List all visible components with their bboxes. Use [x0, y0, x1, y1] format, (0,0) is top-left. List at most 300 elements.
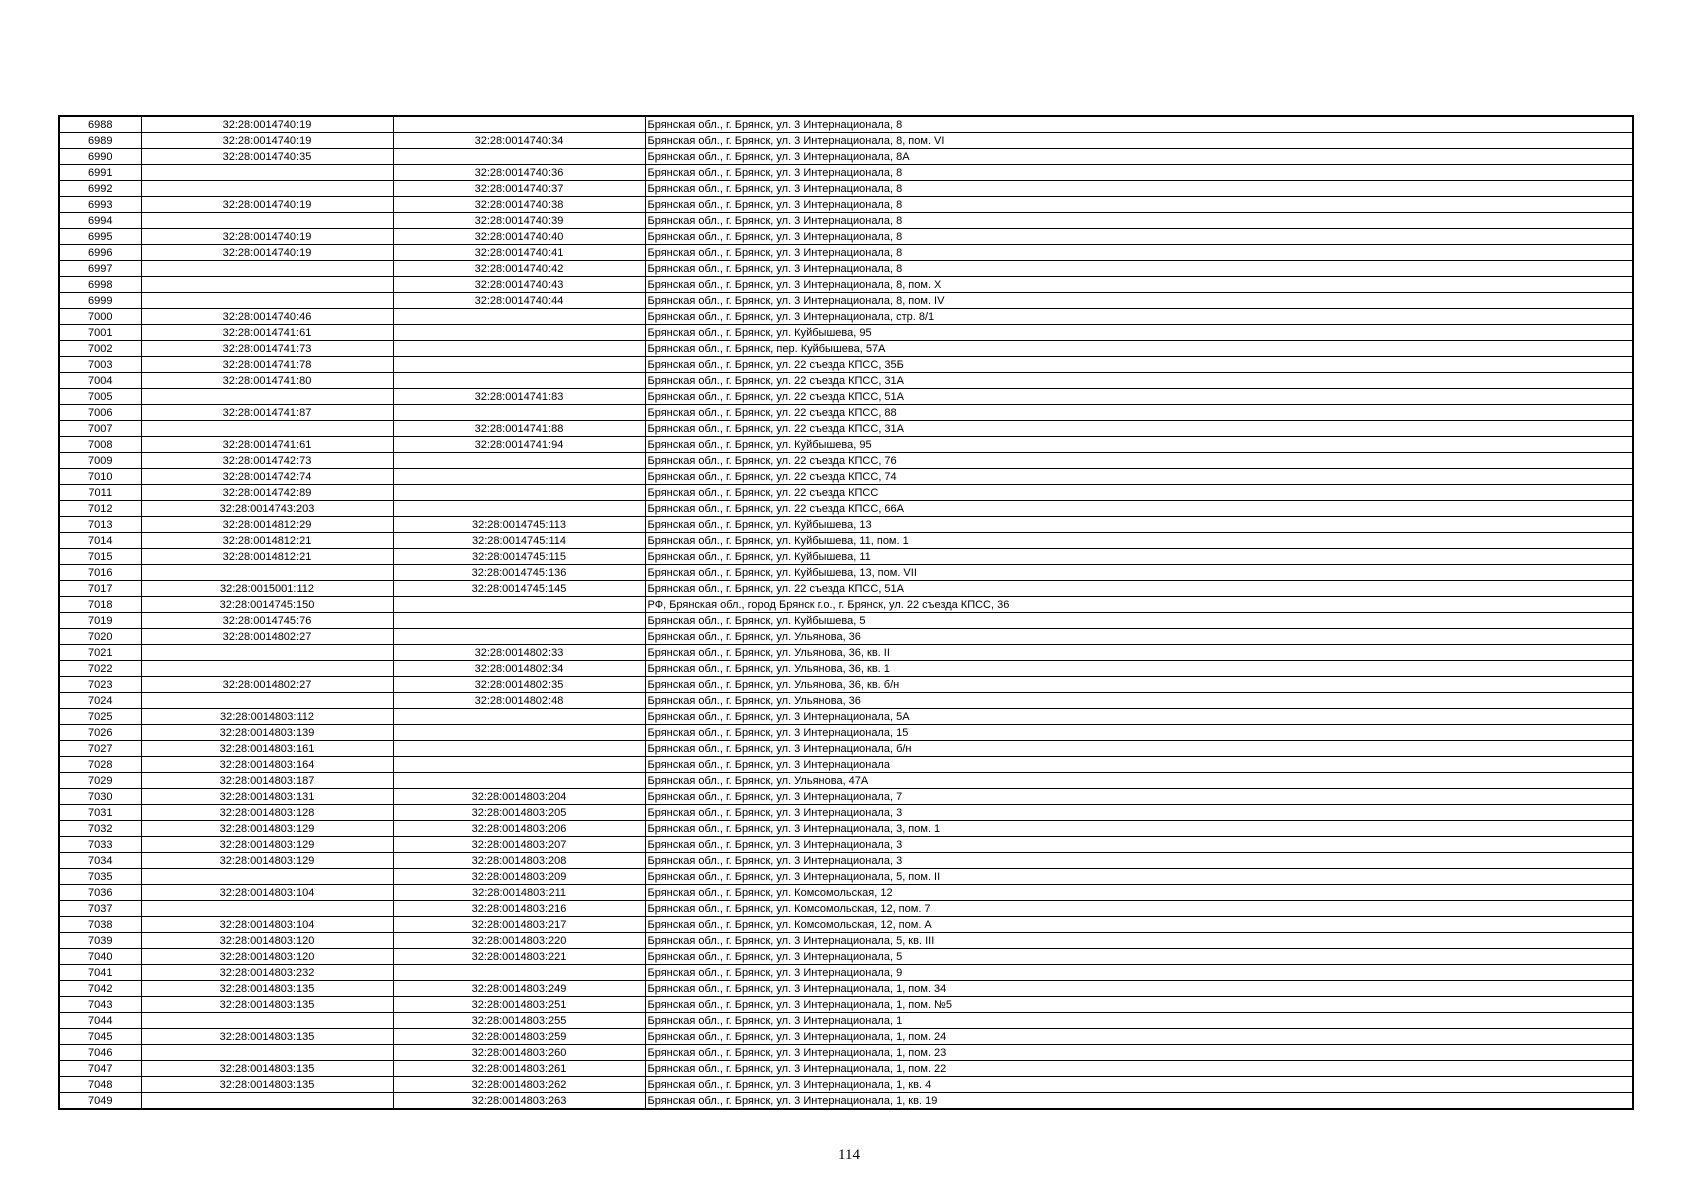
object-cadastral-cell: 32:28:0014745:145: [393, 581, 645, 597]
row-number-cell: 7000: [59, 309, 141, 325]
row-number-cell: 7033: [59, 837, 141, 853]
parcel-cadastral-cell: 32:28:0014803:135: [141, 1077, 393, 1093]
table-row: [59, 1061, 1633, 1077]
parcel-cadastral-cell: [141, 1045, 393, 1061]
parcel-cadastral-cell: [141, 389, 393, 405]
parcel-cadastral-cell: [141, 901, 393, 917]
parcel-cadastral-cell: 32:28:0014740:19: [141, 133, 393, 149]
row-number-cell: 7040: [59, 949, 141, 965]
address-cell: Брянская обл., г. Брянск, ул. 22 съезда КПСС, 66А: [645, 501, 1633, 517]
table-row: [59, 965, 1633, 981]
row-number-cell: 6997: [59, 261, 141, 277]
parcel-cadastral-cell: 32:28:0014743:203: [141, 501, 393, 517]
table-row: [59, 245, 1633, 261]
object-cadastral-cell: [393, 485, 645, 501]
address-cell: Брянская обл., г. Брянск, ул. 3 Интернационала, 3: [645, 805, 1633, 821]
address-cell: Брянская обл., г. Брянск, ул. Комсомольская, 12: [645, 885, 1633, 901]
address-cell: Брянская обл., г. Брянск, ул. 3 Интернационала, 5: [645, 949, 1633, 965]
row-number-cell: 7027: [59, 741, 141, 757]
parcel-cadastral-cell: [141, 293, 393, 309]
row-number-cell: 6993: [59, 197, 141, 213]
row-number-cell: 7048: [59, 1077, 141, 1093]
table-row: [59, 597, 1633, 613]
address-cell: Брянская обл., г. Брянск, ул. Ульянова, 36: [645, 629, 1633, 645]
address-cell: Брянская обл., г. Брянск, ул. 3 Интернационала, 1, пом. 24: [645, 1029, 1633, 1045]
row-number-cell: 6989: [59, 133, 141, 149]
table-row: [59, 229, 1633, 245]
object-cadastral-cell: 32:28:0014740:40: [393, 229, 645, 245]
table-row: [59, 821, 1633, 837]
row-number-cell: 7018: [59, 597, 141, 613]
object-cadastral-cell: [393, 741, 645, 757]
table-row: [59, 1077, 1633, 1093]
table-row: [59, 501, 1633, 517]
object-cadastral-cell: 32:28:0014803:207: [393, 837, 645, 853]
parcel-cadastral-cell: 32:28:0014741:80: [141, 373, 393, 389]
row-number-cell: 7038: [59, 917, 141, 933]
parcel-cadastral-cell: 32:28:0014742:73: [141, 453, 393, 469]
row-number-cell: 7032: [59, 821, 141, 837]
table-row: [59, 581, 1633, 597]
object-cadastral-cell: [393, 501, 645, 517]
address-cell: Брянская обл., г. Брянск, ул. 3 Интернационала, 1, кв. 19: [645, 1093, 1633, 1110]
object-cadastral-cell: 32:28:0014740:43: [393, 277, 645, 293]
row-number-cell: 7017: [59, 581, 141, 597]
table-row: [59, 325, 1633, 341]
object-cadastral-cell: [393, 373, 645, 389]
row-number-cell: 7029: [59, 773, 141, 789]
table-row: [59, 1045, 1633, 1061]
parcel-cadastral-cell: 32:28:0014803:232: [141, 965, 393, 981]
object-cadastral-cell: 32:28:0014803:251: [393, 997, 645, 1013]
table-row: [59, 373, 1633, 389]
table-row: [59, 357, 1633, 373]
parcel-cadastral-cell: [141, 181, 393, 197]
row-number-cell: 7020: [59, 629, 141, 645]
object-cadastral-cell: 32:28:0014802:35: [393, 677, 645, 693]
table-row: [59, 533, 1633, 549]
table-row: [59, 565, 1633, 581]
parcel-cadastral-cell: [141, 421, 393, 437]
parcel-cadastral-cell: 32:28:0014803:135: [141, 1029, 393, 1045]
table-row: [59, 197, 1633, 213]
row-number-cell: 7023: [59, 677, 141, 693]
parcel-cadastral-cell: 32:28:0014803:128: [141, 805, 393, 821]
parcel-cadastral-cell: 32:28:0014740:19: [141, 197, 393, 213]
parcel-cadastral-cell: 32:28:0014741:73: [141, 341, 393, 357]
row-number-cell: 6988: [59, 116, 141, 133]
address-cell: Брянская обл., г. Брянск, ул. 3 Интернационала, 8А: [645, 149, 1633, 165]
row-number-cell: 7012: [59, 501, 141, 517]
object-cadastral-cell: 32:28:0014745:136: [393, 565, 645, 581]
parcel-cadastral-cell: 32:28:0014740:19: [141, 229, 393, 245]
row-number-cell: 7002: [59, 341, 141, 357]
row-number-cell: 6995: [59, 229, 141, 245]
parcel-cadastral-cell: 32:28:0014803:120: [141, 933, 393, 949]
table-row: [59, 1093, 1633, 1110]
address-cell: Брянская обл., г. Брянск, ул. 3 Интернационала, 8, пом. X: [645, 277, 1633, 293]
table-row: [59, 309, 1633, 325]
object-cadastral-cell: [393, 309, 645, 325]
object-cadastral-cell: 32:28:0014803:259: [393, 1029, 645, 1045]
object-cadastral-cell: [393, 597, 645, 613]
object-cadastral-cell: 32:28:0014803:205: [393, 805, 645, 821]
table-row: [59, 133, 1633, 149]
parcel-cadastral-cell: 32:28:0014741:61: [141, 437, 393, 453]
row-number-cell: 7022: [59, 661, 141, 677]
table-row: [59, 1029, 1633, 1045]
row-number-cell: 7035: [59, 869, 141, 885]
address-cell: Брянская обл., г. Брянск, ул. 3 Интернационала, 7: [645, 789, 1633, 805]
address-cell: Брянская обл., г. Брянск, ул. 3 Интернационала, 5, пом. II: [645, 869, 1633, 885]
row-number-cell: 7025: [59, 709, 141, 725]
object-cadastral-cell: 32:28:0014745:113: [393, 517, 645, 533]
address-cell: Брянская обл., г. Брянск, ул. 3 Интернационала, 5А: [645, 709, 1633, 725]
parcel-cadastral-cell: [141, 693, 393, 709]
address-cell: Брянская обл., г. Брянск, ул. Ульянова, 36: [645, 693, 1633, 709]
table-row: [59, 677, 1633, 693]
row-number-cell: 7024: [59, 693, 141, 709]
table-row: [59, 741, 1633, 757]
table-row: [59, 293, 1633, 309]
row-number-cell: 7044: [59, 1013, 141, 1029]
row-number-cell: 7039: [59, 933, 141, 949]
object-cadastral-cell: 32:28:0014745:115: [393, 549, 645, 565]
object-cadastral-cell: 32:28:0014740:34: [393, 133, 645, 149]
row-number-cell: 7043: [59, 997, 141, 1013]
table-row: [59, 997, 1633, 1013]
table-row: [59, 517, 1633, 533]
parcel-cadastral-cell: 32:28:0014740:46: [141, 309, 393, 325]
parcel-cadastral-cell: 32:28:0014742:89: [141, 485, 393, 501]
object-cadastral-cell: [393, 453, 645, 469]
row-number-cell: 6990: [59, 149, 141, 165]
table-row: [59, 661, 1633, 677]
address-cell: Брянская обл., г. Брянск, ул. 3 Интернационала, 8: [645, 213, 1633, 229]
object-cadastral-cell: [393, 725, 645, 741]
table-row: [59, 613, 1633, 629]
object-cadastral-cell: 32:28:0014803:263: [393, 1093, 645, 1110]
parcel-cadastral-cell: 32:28:0014803:104: [141, 917, 393, 933]
object-cadastral-cell: 32:28:0014740:41: [393, 245, 645, 261]
row-number-cell: 7014: [59, 533, 141, 549]
parcel-cadastral-cell: 32:28:0014803:187: [141, 773, 393, 789]
object-cadastral-cell: 32:28:0014740:37: [393, 181, 645, 197]
table-row: [59, 709, 1633, 725]
address-cell: Брянская обл., г. Брянск, ул. 22 съезда КПСС, 31А: [645, 373, 1633, 389]
address-cell: Брянская обл., г. Брянск, ул. Ульянова, 47А: [645, 773, 1633, 789]
row-number-cell: 6996: [59, 245, 141, 261]
parcel-cadastral-cell: 32:28:0014803:135: [141, 997, 393, 1013]
table-row: [59, 773, 1633, 789]
parcel-cadastral-cell: 32:28:0014812:29: [141, 517, 393, 533]
parcel-cadastral-cell: 32:28:0014803:161: [141, 741, 393, 757]
parcel-cadastral-cell: 32:28:0014803:120: [141, 949, 393, 965]
address-cell: Брянская обл., г. Брянск, ул. 22 съезда КПСС, 51А: [645, 389, 1633, 405]
row-number-cell: 7028: [59, 757, 141, 773]
table-row: [59, 837, 1633, 853]
address-cell: Брянская обл., г. Брянск, ул. Комсомольская, 12, пом. 7: [645, 901, 1633, 917]
address-cell: Брянская обл., г. Брянск, ул. 22 съезда КПСС, 31А: [645, 421, 1633, 437]
row-number-cell: 7007: [59, 421, 141, 437]
table-row: [59, 725, 1633, 741]
object-cadastral-cell: 32:28:0014745:114: [393, 533, 645, 549]
address-cell: Брянская обл., г. Брянск, ул. 3 Интернационала, 8, пом. VI: [645, 133, 1633, 149]
address-cell: Брянская обл., г. Брянск, ул. 3 Интернационала, 8: [645, 245, 1633, 261]
row-number-cell: 7009: [59, 453, 141, 469]
table-row: [59, 853, 1633, 869]
table-row: [59, 901, 1633, 917]
parcel-cadastral-cell: 32:28:0014745:76: [141, 613, 393, 629]
table-row: [59, 885, 1633, 901]
row-number-cell: 7013: [59, 517, 141, 533]
table-row: [59, 389, 1633, 405]
row-number-cell: 7049: [59, 1093, 141, 1110]
object-cadastral-cell: [393, 757, 645, 773]
parcel-cadastral-cell: [141, 661, 393, 677]
parcel-cadastral-cell: 32:28:0015001:112: [141, 581, 393, 597]
table-row: [59, 181, 1633, 197]
row-number-cell: 7016: [59, 565, 141, 581]
parcel-cadastral-cell: [141, 261, 393, 277]
object-cadastral-cell: 32:28:0014803:249: [393, 981, 645, 997]
table-row: [59, 1013, 1633, 1029]
object-cadastral-cell: [393, 116, 645, 133]
object-cadastral-cell: 32:28:0014740:36: [393, 165, 645, 181]
address-cell: Брянская обл., г. Брянск, ул. 3 Интернационала, стр. 8/1: [645, 309, 1633, 325]
object-cadastral-cell: 32:28:0014803:261: [393, 1061, 645, 1077]
parcel-cadastral-cell: 32:28:0014803:131: [141, 789, 393, 805]
table-row: [59, 645, 1633, 661]
parcel-cadastral-cell: 32:28:0014803:164: [141, 757, 393, 773]
table-row: [59, 933, 1633, 949]
row-number-cell: 7005: [59, 389, 141, 405]
address-cell: Брянская обл., г. Брянск, ул. Куйбышева, 13: [645, 517, 1633, 533]
parcel-cadastral-cell: 32:28:0014812:21: [141, 533, 393, 549]
object-cadastral-cell: 32:28:0014803:206: [393, 821, 645, 837]
address-cell: Брянская обл., г. Брянск, ул. 3 Интернационала, 8: [645, 116, 1633, 133]
object-cadastral-cell: 32:28:0014741:94: [393, 437, 645, 453]
parcel-cadastral-cell: [141, 1093, 393, 1110]
object-cadastral-cell: 32:28:0014803:217: [393, 917, 645, 933]
parcel-cadastral-cell: 32:28:0014802:27: [141, 629, 393, 645]
table-row: [59, 757, 1633, 773]
object-cadastral-cell: 32:28:0014740:44: [393, 293, 645, 309]
address-cell: Брянская обл., г. Брянск, ул. 3 Интернационала, 3, пом. 1: [645, 821, 1633, 837]
object-cadastral-cell: [393, 629, 645, 645]
object-cadastral-cell: 32:28:0014802:48: [393, 693, 645, 709]
table-row: [59, 149, 1633, 165]
address-cell: Брянская обл., г. Брянск, ул. Куйбышева, 13, пом. VII: [645, 565, 1633, 581]
object-cadastral-cell: 32:28:0014803:262: [393, 1077, 645, 1093]
table-row: [59, 869, 1633, 885]
address-cell: Брянская обл., г. Брянск, ул. 3 Интернационала, 1, пом. 23: [645, 1045, 1633, 1061]
object-cadastral-cell: [393, 469, 645, 485]
table-row: [59, 213, 1633, 229]
parcel-cadastral-cell: [141, 645, 393, 661]
address-cell: Брянская обл., г. Брянск, ул. 22 съезда КПСС: [645, 485, 1633, 501]
object-cadastral-cell: [393, 773, 645, 789]
parcel-cadastral-cell: [141, 565, 393, 581]
address-cell: Брянская обл., г. Брянск, ул. 3 Интернационала, 1, пом. 34: [645, 981, 1633, 997]
parcel-cadastral-cell: 32:28:0014740:19: [141, 116, 393, 133]
address-cell: Брянская обл., г. Брянск, ул. 3 Интернационала, 15: [645, 725, 1633, 741]
address-cell: Брянская обл., г. Брянск, ул. 3 Интернационала, 5, кв. III: [645, 933, 1633, 949]
address-cell: Брянская обл., г. Брянск, ул. Куйбышева, 11: [645, 549, 1633, 565]
row-number-cell: 6992: [59, 181, 141, 197]
object-cadastral-cell: 32:28:0014740:38: [393, 197, 645, 213]
address-cell: Брянская обл., г. Брянск, ул. 3 Интернационала, б/н: [645, 741, 1633, 757]
table-row: [59, 789, 1633, 805]
row-number-cell: 7015: [59, 549, 141, 565]
object-cadastral-cell: 32:28:0014803:204: [393, 789, 645, 805]
object-cadastral-cell: [393, 149, 645, 165]
object-cadastral-cell: 32:28:0014803:216: [393, 901, 645, 917]
object-cadastral-cell: [393, 405, 645, 421]
table-row: [59, 453, 1633, 469]
parcel-cadastral-cell: 32:28:0014741:87: [141, 405, 393, 421]
row-number-cell: 7047: [59, 1061, 141, 1077]
row-number-cell: 7003: [59, 357, 141, 373]
object-cadastral-cell: [393, 341, 645, 357]
object-cadastral-cell: 32:28:0014740:39: [393, 213, 645, 229]
address-cell: Брянская обл., г. Брянск, ул. Ульянова, 36, кв. б/н: [645, 677, 1633, 693]
table-row: [59, 949, 1633, 965]
object-cadastral-cell: 32:28:0014803:208: [393, 853, 645, 869]
object-cadastral-cell: 32:28:0014803:255: [393, 1013, 645, 1029]
address-cell: Брянская обл., г. Брянск, ул. 3 Интернационала, 1: [645, 1013, 1633, 1029]
parcel-cadastral-cell: [141, 213, 393, 229]
address-cell: Брянская обл., г. Брянск, ул. 3 Интернационала, 3: [645, 853, 1633, 869]
parcel-cadastral-cell: 32:28:0014802:27: [141, 677, 393, 693]
row-number-cell: 7034: [59, 853, 141, 869]
table-row: [59, 341, 1633, 357]
table-row: [59, 693, 1633, 709]
object-cadastral-cell: 32:28:0014803:211: [393, 885, 645, 901]
address-cell: Брянская обл., г. Брянск, ул. 3 Интернационала, 1, кв. 4: [645, 1077, 1633, 1093]
parcel-cadastral-cell: 32:28:0014803:129: [141, 821, 393, 837]
address-cell: Брянская обл., г. Брянск, ул. 3 Интернационала, 8: [645, 197, 1633, 213]
parcel-cadastral-cell: 32:28:0014745:150: [141, 597, 393, 613]
parcel-cadastral-cell: 32:28:0014741:78: [141, 357, 393, 373]
table-row: [59, 917, 1633, 933]
address-cell: Брянская обл., г. Брянск, ул. 3 Интернационала, 8: [645, 181, 1633, 197]
row-number-cell: 7037: [59, 901, 141, 917]
address-cell: Брянская обл., г. Брянск, ул. Ульянова, 36, кв. 1: [645, 661, 1633, 677]
parcel-cadastral-cell: 32:28:0014742:74: [141, 469, 393, 485]
object-cadastral-cell: [393, 325, 645, 341]
address-cell: Брянская обл., г. Брянск, ул. 3 Интернационала, 1, пом. №5: [645, 997, 1633, 1013]
row-number-cell: 7011: [59, 485, 141, 501]
table-row: [59, 405, 1633, 421]
parcel-cadastral-cell: 32:28:0014741:61: [141, 325, 393, 341]
parcel-cadastral-cell: [141, 165, 393, 181]
address-cell: Брянская обл., г. Брянск, ул. 3 Интернационала, 9: [645, 965, 1633, 981]
row-number-cell: 7006: [59, 405, 141, 421]
object-cadastral-cell: 32:28:0014741:83: [393, 389, 645, 405]
table-row: [59, 549, 1633, 565]
table-row: [59, 805, 1633, 821]
address-cell: Брянская обл., г. Брянск, ул. 3 Интернационала, 8: [645, 229, 1633, 245]
table-row: [59, 421, 1633, 437]
table-row: [59, 165, 1633, 181]
row-number-cell: 7031: [59, 805, 141, 821]
address-cell: Брянская обл., г. Брянск, ул. 22 съезда КПСС, 74: [645, 469, 1633, 485]
parcel-cadastral-cell: 32:28:0014803:135: [141, 981, 393, 997]
object-cadastral-cell: 32:28:0014802:34: [393, 661, 645, 677]
address-cell: Брянская обл., г. Брянск, ул. Куйбышева, 11, пом. 1: [645, 533, 1633, 549]
address-cell: Брянская обл., г. Брянск, ул. 22 съезда КПСС, 88: [645, 405, 1633, 421]
row-number-cell: 7010: [59, 469, 141, 485]
table-row: [59, 437, 1633, 453]
object-cadastral-cell: [393, 613, 645, 629]
table-row: [59, 261, 1633, 277]
parcel-cadastral-cell: [141, 277, 393, 293]
address-cell: Брянская обл., г. Брянск, ул. Куйбышева, 95: [645, 437, 1633, 453]
address-cell: РФ, Брянская обл., город Брянск г.о., г. Брянск, ул. 22 съезда КПСС, 36: [645, 597, 1633, 613]
table-row: [59, 469, 1633, 485]
parcel-cadastral-cell: 32:28:0014803:112: [141, 709, 393, 725]
row-number-cell: 7004: [59, 373, 141, 389]
address-cell: Брянская обл., г. Брянск, ул. 3 Интернационала, 8: [645, 261, 1633, 277]
object-cadastral-cell: [393, 965, 645, 981]
address-cell: Брянская обл., г. Брянск, ул. 3 Интернационала, 3: [645, 837, 1633, 853]
parcel-cadastral-cell: 32:28:0014803:135: [141, 1061, 393, 1077]
row-number-cell: 6999: [59, 293, 141, 309]
address-cell: Брянская обл., г. Брянск, ул. Ульянова, 36, кв. II: [645, 645, 1633, 661]
register-body: [59, 116, 1633, 1109]
address-cell: Брянская обл., г. Брянск, ул. Куйбышева, 5: [645, 613, 1633, 629]
row-number-cell: 7008: [59, 437, 141, 453]
address-cell: Брянская обл., г. Брянск, ул. 3 Интернационала, 8: [645, 165, 1633, 181]
parcel-cadastral-cell: [141, 869, 393, 885]
address-cell: Брянская обл., г. Брянск, ул. 22 съезда КПСС, 76: [645, 453, 1633, 469]
object-cadastral-cell: [393, 709, 645, 725]
parcel-cadastral-cell: 32:28:0014803:104: [141, 885, 393, 901]
address-cell: Брянская обл., г. Брянск, ул. Комсомольская, 12, пом. А: [645, 917, 1633, 933]
table-row: [59, 116, 1633, 133]
object-cadastral-cell: 32:28:0014803:220: [393, 933, 645, 949]
object-cadastral-cell: 32:28:0014803:221: [393, 949, 645, 965]
parcel-cadastral-cell: [141, 1013, 393, 1029]
row-number-cell: 7041: [59, 965, 141, 981]
object-cadastral-cell: 32:28:0014802:33: [393, 645, 645, 661]
parcel-cadastral-cell: 32:28:0014803:139: [141, 725, 393, 741]
address-cell: Брянская обл., г. Брянск, ул. 3 Интернационала: [645, 757, 1633, 773]
parcel-cadastral-cell: 32:28:0014740:35: [141, 149, 393, 165]
object-cadastral-cell: 32:28:0014803:209: [393, 869, 645, 885]
row-number-cell: 7046: [59, 1045, 141, 1061]
row-number-cell: 7001: [59, 325, 141, 341]
row-number-cell: 6991: [59, 165, 141, 181]
parcel-cadastral-cell: 32:28:0014812:21: [141, 549, 393, 565]
table-row: [59, 277, 1633, 293]
object-cadastral-cell: 32:28:0014803:260: [393, 1045, 645, 1061]
table-row: [59, 629, 1633, 645]
address-cell: Брянская обл., г. Брянск, ул. 22 съезда КПСС, 35Б: [645, 357, 1633, 373]
row-number-cell: 7021: [59, 645, 141, 661]
table-row: [59, 485, 1633, 501]
row-number-cell: 7036: [59, 885, 141, 901]
parcel-cadastral-cell: 32:28:0014803:129: [141, 837, 393, 853]
address-cell: Брянская обл., г. Брянск, ул. 3 Интернационала, 1, пом. 22: [645, 1061, 1633, 1077]
table-row: [59, 981, 1633, 997]
address-cell: Брянская обл., г. Брянск, пер. Куйбышева, 57А: [645, 341, 1633, 357]
row-number-cell: 6994: [59, 213, 141, 229]
row-number-cell: 7030: [59, 789, 141, 805]
page-number: 114: [838, 1147, 860, 1163]
address-cell: Брянская обл., г. Брянск, ул. 22 съезда КПСС, 51А: [645, 581, 1633, 597]
